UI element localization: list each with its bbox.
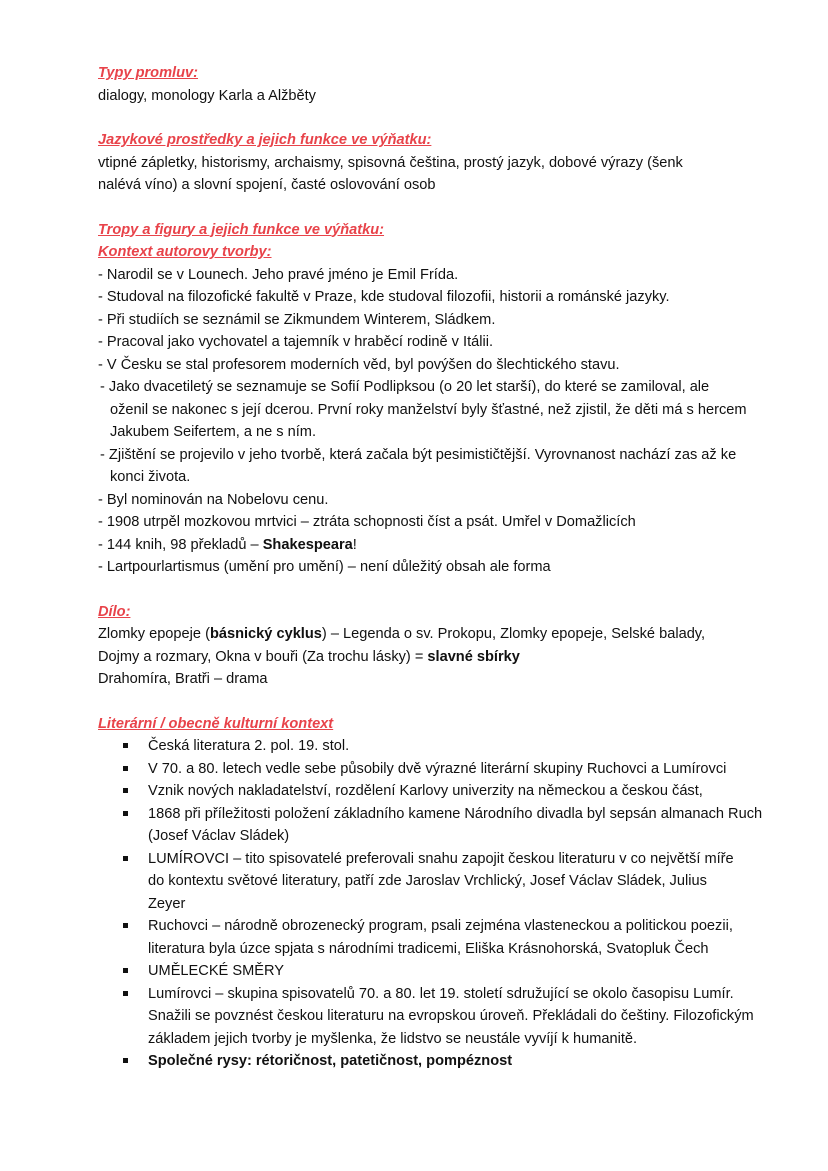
kontext-item: - Byl nominován na Nobelovu cenu. [98,491,329,508]
heading-typy-promluv: Typy promluv: [98,65,199,81]
heading-kontext-tvorby: Kontext autorovy tvorby: [98,244,272,260]
bullet-item: Ruchovci – národně obrozenecký program, psali zejména vlasteneckou a politickou poezii, literatura byla úzce spjata s národními tradicemi, Eliška Krásnohorská, Svatopluk Čech [148,915,768,960]
bold-text: slavné sbírky [427,648,520,665]
bold-text: básnický cyklus [209,626,322,642]
text: - 144 knih, 98 překladů – [98,536,263,553]
typy-promluv-text: dialogy, monology Karla a Alžběty [98,87,316,104]
text: Zlomky epopeje ( [98,626,210,642]
heading-literarni-kontext: Literární / obecně kulturní kontext [98,715,334,732]
kontext-item: - Studoval na filozofické fakultě v Praze, kde studoval filozofii, historii a románské jazyky. [98,289,670,305]
bullet-item-bold [148,1050,768,1073]
kontext-item: - Jako dvacetiletý se seznamuje se Sofií Podlipksou (o 20 let starší), do které se zamiloval, ale oženil se nakonec s její dcerou. První roky manželství byly šťastné, než zjistil, že děti má s hercem Jakubem Seifertem, a ne s ním. [100,379,747,440]
bullet-item: UMĚLECKÉ SMĚRY [148,960,768,983]
spacer [98,107,778,129]
kontext-item: - Narodil se v Lounech. Jeho pravé jméno je Emil Frída. [98,266,459,283]
spacer [98,197,778,219]
literarni-bullet-list [98,735,778,1073]
spacer [98,579,778,601]
text: ! [352,536,357,553]
kontext-item: - Pracoval jako vychovatel a tajemník v hraběcí rodině v Itálii. [98,334,494,350]
bullet-item: V 70. a 80. letech vedle sebe působily dvě výrazné literární skupiny Ruchovci a Lumírovci [148,758,768,781]
document-page [98,62,778,1073]
heading-tropy-figury: Tropy a figury a jejich funkce ve výňatku: [98,221,385,238]
text: Dojmy a rozmary, Okna v bouři (Za trochu lásky) = [98,648,428,665]
dilo-line-3: Drahomíra, Bratři – drama [98,671,268,687]
spacer [98,691,778,713]
bullet-item: Lumírovci – skupina spisovatelů 70. a 80. let 19. století sdružující se okolo časopisu Lumír. Snažili se povznést českou literaturu na evropskou úroveň. Překládali do češtiny. Filozofickým základem jejich tvorby je myšlenka, že lidstvo se neustále vyvíjí k humanitě. [148,983,768,1051]
jazykove-text-line-1: vtipné zápletky, historismy, archaismy, spisovná čeština, prostý jazyk, dobové výrazy (šenk [98,154,683,171]
bullet-item: 1868 při příležitosti položení základního kamene Národního divadla byl sepsán almanach Ruch (Josef Václav Sládek) [148,803,768,848]
kontext-item: - 1908 utrpěl mozkovou mrtvici – ztráta schopnosti číst a psát. Umřel v Domažlicích [98,514,636,530]
heading-jazykove-prostredky: Jazykové prostředky a jejich funkce ve výňatku: [98,132,432,148]
kontext-item: - V Česku se stal profesorem moderních věd, byl povýšen do šlechtického stavu. [98,356,620,373]
dilo-line-2 [98,646,778,669]
bold-text: Společné rysy: rétoričnost, patetičnost, pompéznost [148,1053,513,1069]
text: ) – Legenda o sv. Prokopu, Zlomky epopeje, Selské balady, [321,626,706,642]
bullet-item: LUMÍROVCI – tito spisovatelé preferovali snahu zapojit českou literaturu v co největší míře do kontextu světové literatury, patří zde Jaroslav Vrchlický, Josef Václav Sládek, Julius Zeyer [148,848,748,916]
kontext-item: - Při studiích se seznámil se Zikmundem Winterem, Sládkem. [98,311,496,328]
bullet-item: Česká literatura 2. pol. 19. stol. [148,735,768,758]
heading-dilo: Dílo: [98,603,131,620]
dilo-line-1 [98,623,778,646]
kontext-item: - Zjištění se projevilo v jeho tvorbě, která začala být pesimističtější. Vyrovnanost nachází zas až ke konci života. [100,446,737,485]
bold-text: Shakespeara [262,536,353,553]
jazykove-text-line-2: nalévá víno) a slovní spojení, časté oslovování osob [98,177,436,193]
bullet-item: Vznik nových nakladatelství, rozdělení Karlovy univerzity na německou a českou část, [148,780,768,803]
kontext-item: - Lartpourlartismus (umění pro umění) – není důležitý obsah ale forma [98,559,551,575]
kontext-item-shakespeare [98,534,768,557]
